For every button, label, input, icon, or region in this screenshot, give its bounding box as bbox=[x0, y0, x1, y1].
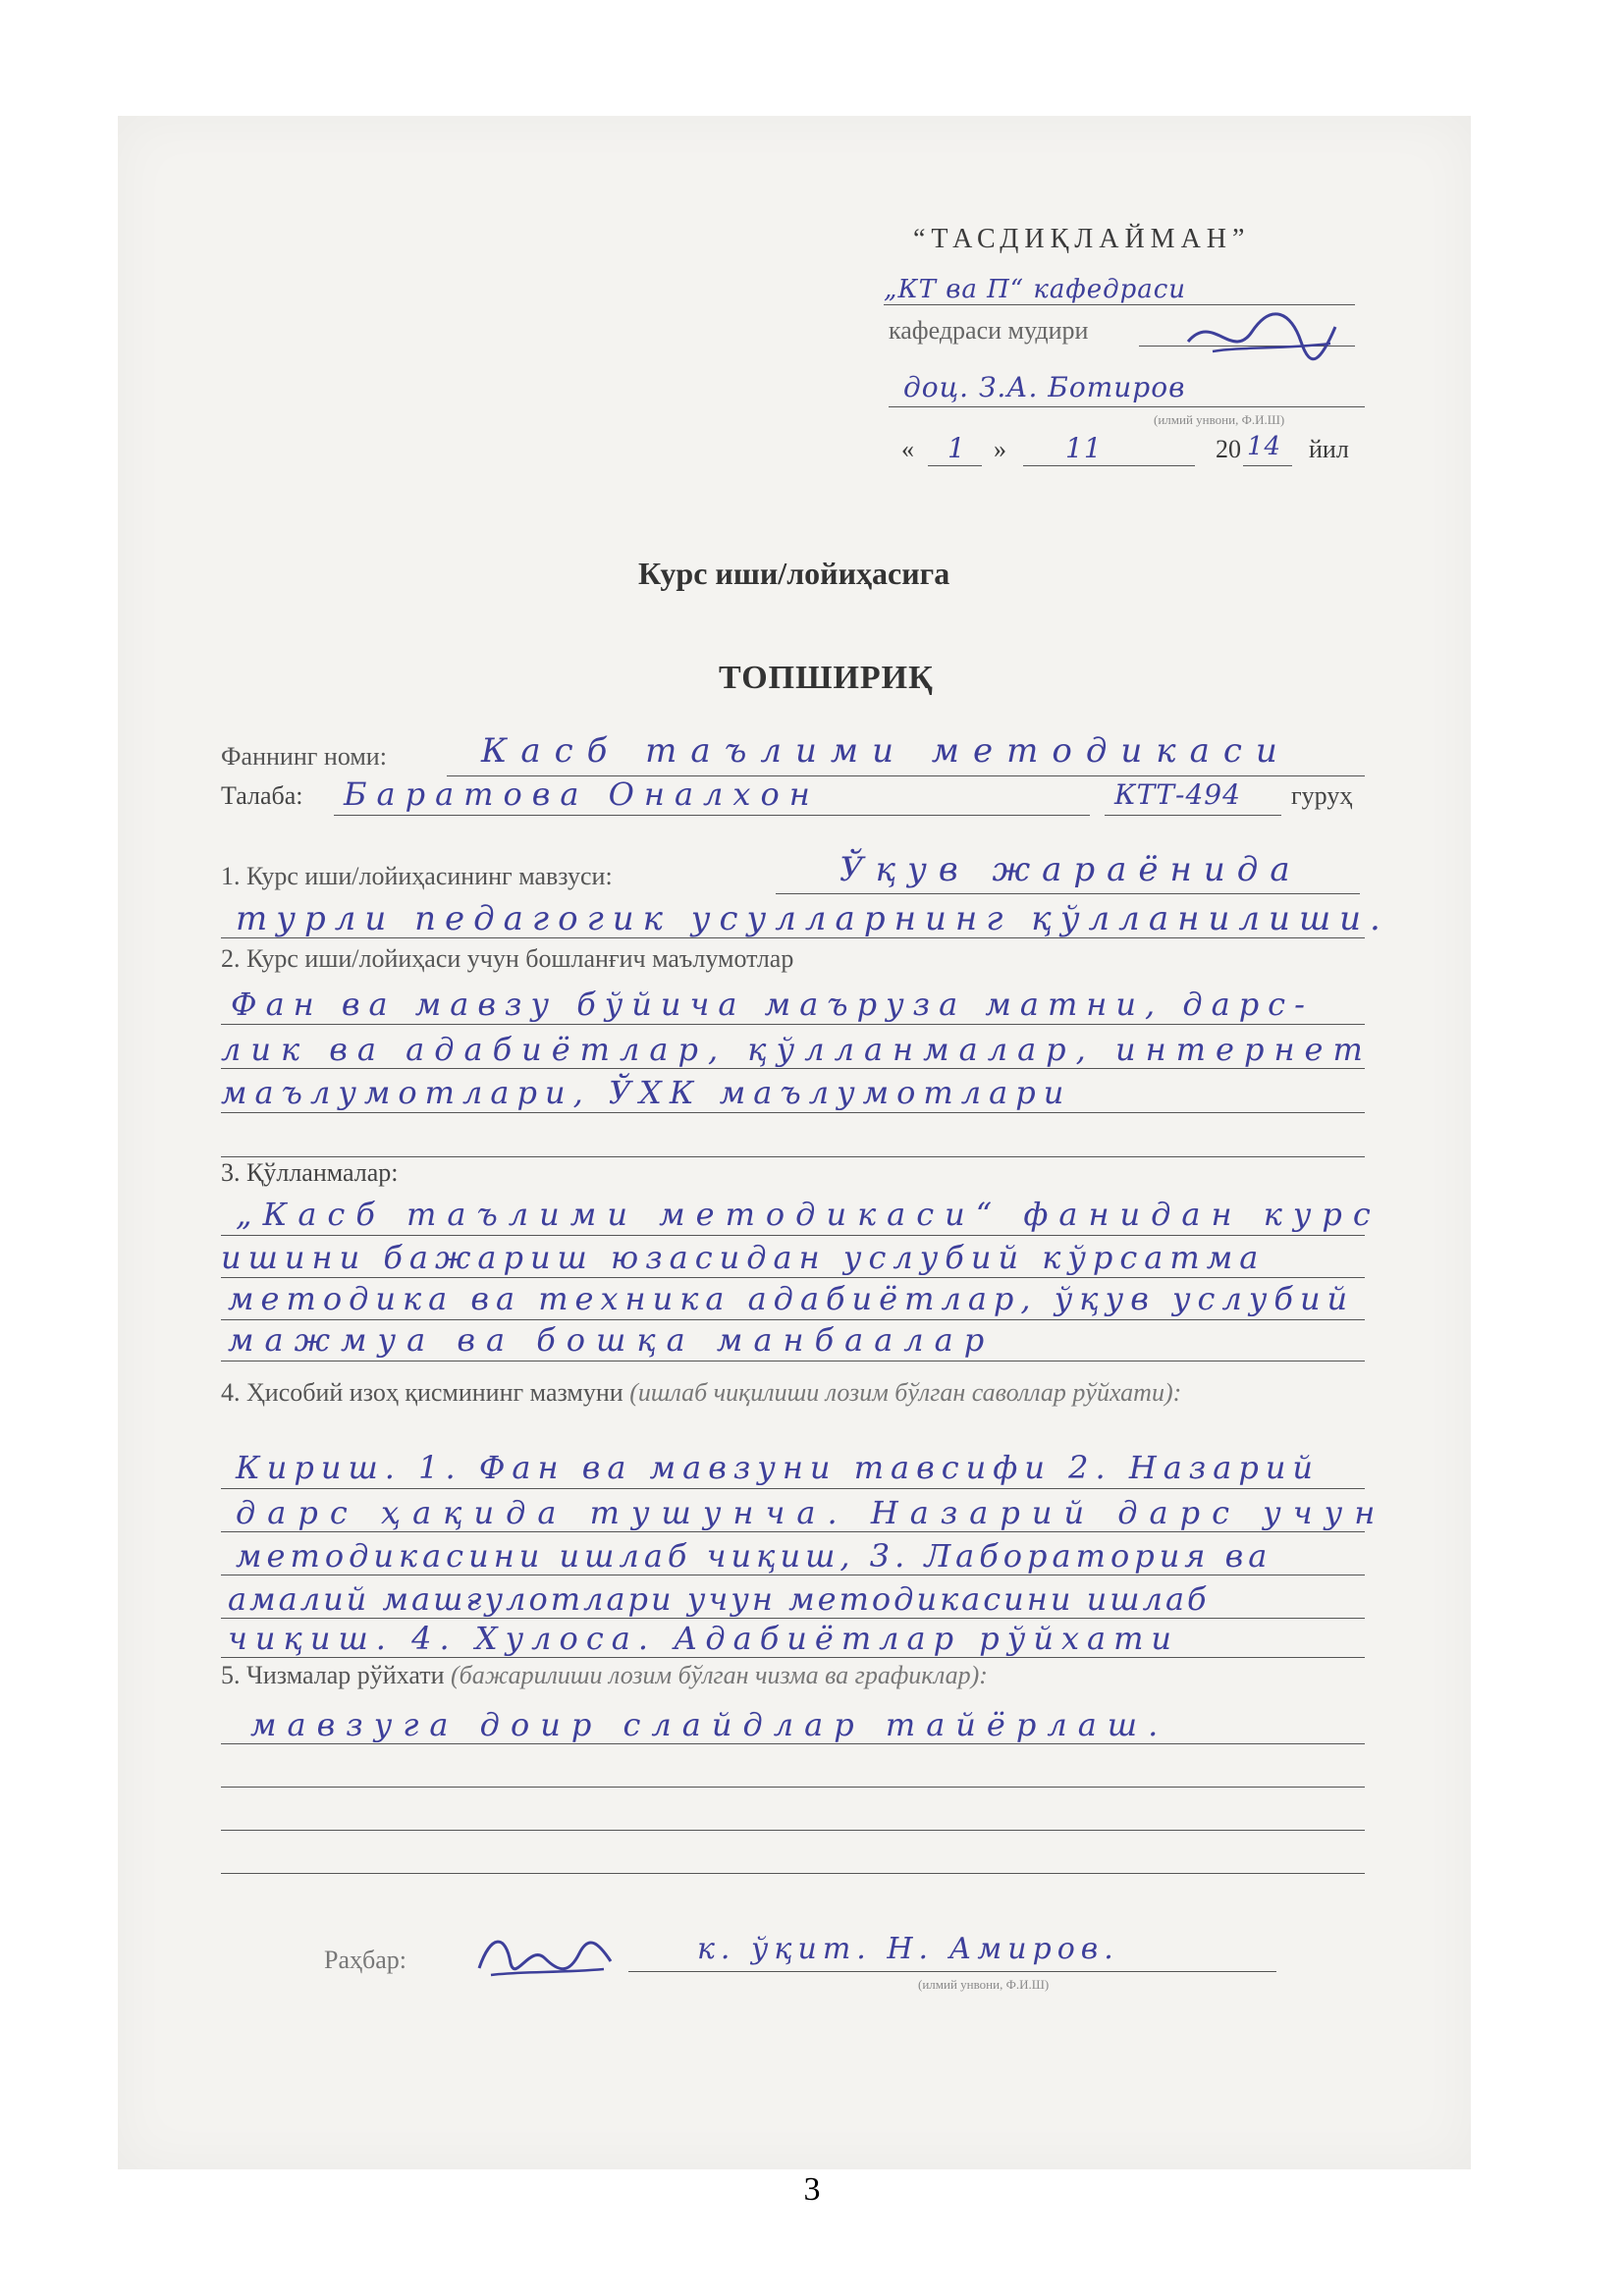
section5-rule3 bbox=[221, 1830, 1365, 1831]
section3-rule1 bbox=[221, 1235, 1365, 1236]
approval-date-month-line bbox=[1023, 465, 1195, 466]
approval-date-day: 1 bbox=[947, 432, 966, 464]
section3-rule2 bbox=[221, 1277, 1365, 1278]
group-label: гуруҳ bbox=[1291, 781, 1353, 810]
supervisor-caption: (илмий унвони, Ф.И.Ш) bbox=[918, 1977, 1050, 1992]
section4-line2: дарс ҳақида тушунча. Назарий дарс учун bbox=[236, 1494, 1387, 1531]
approval-date-month: 11 bbox=[1065, 432, 1103, 464]
section5-rule2 bbox=[221, 1787, 1365, 1788]
supervisor-name: к. ўқит. Н. Амиров. bbox=[697, 1932, 1119, 1966]
section4-line3: методикасини ишлаб чиқиш, 3. Лаборатория ва bbox=[236, 1537, 1272, 1575]
section4-rule2 bbox=[221, 1531, 1365, 1532]
section4-rule1 bbox=[221, 1488, 1365, 1489]
section1-rule2 bbox=[221, 937, 1365, 938]
section2-line2: лик ва адабиётлар, қўлланмалар, интернет bbox=[221, 1031, 1373, 1068]
supervisor-signature-mark bbox=[471, 1924, 619, 1993]
section5-rule1 bbox=[221, 1743, 1365, 1744]
section5-label bbox=[221, 1661, 988, 1690]
section2-line1: Фан ва мавзу бўйича маъруза матни, дарс- bbox=[231, 986, 1314, 1023]
section4-label-italic: (ишлаб чиқилиши лозим бўлган саволлар рўйхати): bbox=[629, 1378, 1182, 1407]
approval-date-year-prefix: 20 bbox=[1216, 435, 1241, 463]
section3-line1: „Касб таълими методикаси“ фанидан курс bbox=[236, 1196, 1381, 1233]
supervisor-line bbox=[628, 1971, 1276, 1972]
approval-date-year: 14 bbox=[1247, 432, 1282, 461]
section1-rule1 bbox=[776, 893, 1360, 894]
approval-date-close: » bbox=[994, 435, 1006, 463]
document-title: Курс иши/лойиҳасига bbox=[638, 556, 950, 591]
section4-line5: чиқиш. 4. Хулоса. Адабиётлар рўйхати bbox=[228, 1620, 1180, 1657]
section4-line4: амалий машғулотлари учун методикасини ишлаб bbox=[228, 1580, 1210, 1618]
section3-rule3 bbox=[221, 1319, 1365, 1320]
section1-label: 1. Курс иши/лойиҳасининг мавзуси: bbox=[221, 862, 613, 890]
section3-rule4 bbox=[221, 1361, 1365, 1362]
approval-dept-handwritten: „КТ ва П“ кафедраси bbox=[884, 275, 1187, 304]
section2-rule2 bbox=[221, 1068, 1365, 1069]
section2-label: 2. Курс иши/лойиҳаси учун бошланғич маълумотлар bbox=[221, 944, 794, 973]
group-value: КТТ-494 bbox=[1114, 778, 1241, 811]
section5-label-text: 5. Чизмалар рўйхати bbox=[221, 1661, 445, 1689]
section3-line2: ишини бажариш юзасидан услубий кўрсатма bbox=[221, 1239, 1266, 1276]
subject-value: Касб таълими методикаси bbox=[481, 731, 1291, 771]
group-line bbox=[1105, 815, 1281, 816]
section2-rule4 bbox=[221, 1156, 1365, 1157]
section4-label-text: 4. Ҳисобий изоҳ қисмининг мазмуни bbox=[221, 1378, 623, 1407]
approval-signature-mark bbox=[1183, 302, 1340, 371]
section2-line3: маълумотлари, ЎХК маълумотлари bbox=[221, 1074, 1072, 1111]
student-line bbox=[334, 815, 1090, 816]
section1-line1: Ўқув жараёнида bbox=[839, 850, 1302, 889]
approval-date-suffix: йил bbox=[1309, 435, 1349, 463]
student-value: Баратова Оналхон bbox=[344, 775, 820, 813]
section4-rule5 bbox=[221, 1657, 1365, 1658]
approval-date-open: « bbox=[901, 435, 914, 463]
section3-label: 3. Қўлланмалар: bbox=[221, 1158, 399, 1187]
approval-date-year-line bbox=[1243, 465, 1292, 466]
approval-head-handwritten: доц. З.А. Ботиров bbox=[903, 371, 1186, 403]
page-number: 3 bbox=[803, 2171, 821, 2208]
approval-date-day-line bbox=[928, 465, 982, 466]
approval-heading: “ТАСДИҚЛАЙМАН” bbox=[913, 224, 1251, 254]
approval-head-caption: (илмий унвони, Ф.И.Ш) bbox=[1154, 412, 1285, 427]
section2-rule3 bbox=[221, 1112, 1365, 1113]
section4-label bbox=[221, 1378, 1181, 1408]
subject-label: Фаннинг номи: bbox=[221, 742, 387, 771]
section4-line1: Кириш. 1. Фан ва мавзуни тавсифи 2. Назарий bbox=[236, 1449, 1321, 1486]
student-label: Талаба: bbox=[221, 781, 303, 810]
document-subtitle: ТОПШИРИҚ bbox=[719, 660, 934, 696]
supervisor-label: Раҳбар: bbox=[324, 1946, 406, 1974]
section5-label-italic: (бажарилиши лозим бўлган чизма ва графиклар): bbox=[451, 1661, 988, 1689]
section4-rule4 bbox=[221, 1618, 1365, 1619]
section2-rule1 bbox=[221, 1024, 1365, 1025]
section1-line2: турли педагогик усулларнинг қўлланилиши. bbox=[236, 899, 1389, 938]
section3-line4: мажмуа ва бошқа манбаалар bbox=[228, 1321, 996, 1359]
approval-head-line bbox=[889, 406, 1365, 407]
section5-rule4 bbox=[221, 1873, 1365, 1874]
section5-line1: мавзуга доир слайдлар тайёрлаш. bbox=[250, 1706, 1169, 1743]
section3-line3: методика ва техника адабиётлар, ўқув услубий bbox=[228, 1280, 1355, 1317]
approval-dept-print: кафедраси мудири bbox=[889, 316, 1089, 345]
